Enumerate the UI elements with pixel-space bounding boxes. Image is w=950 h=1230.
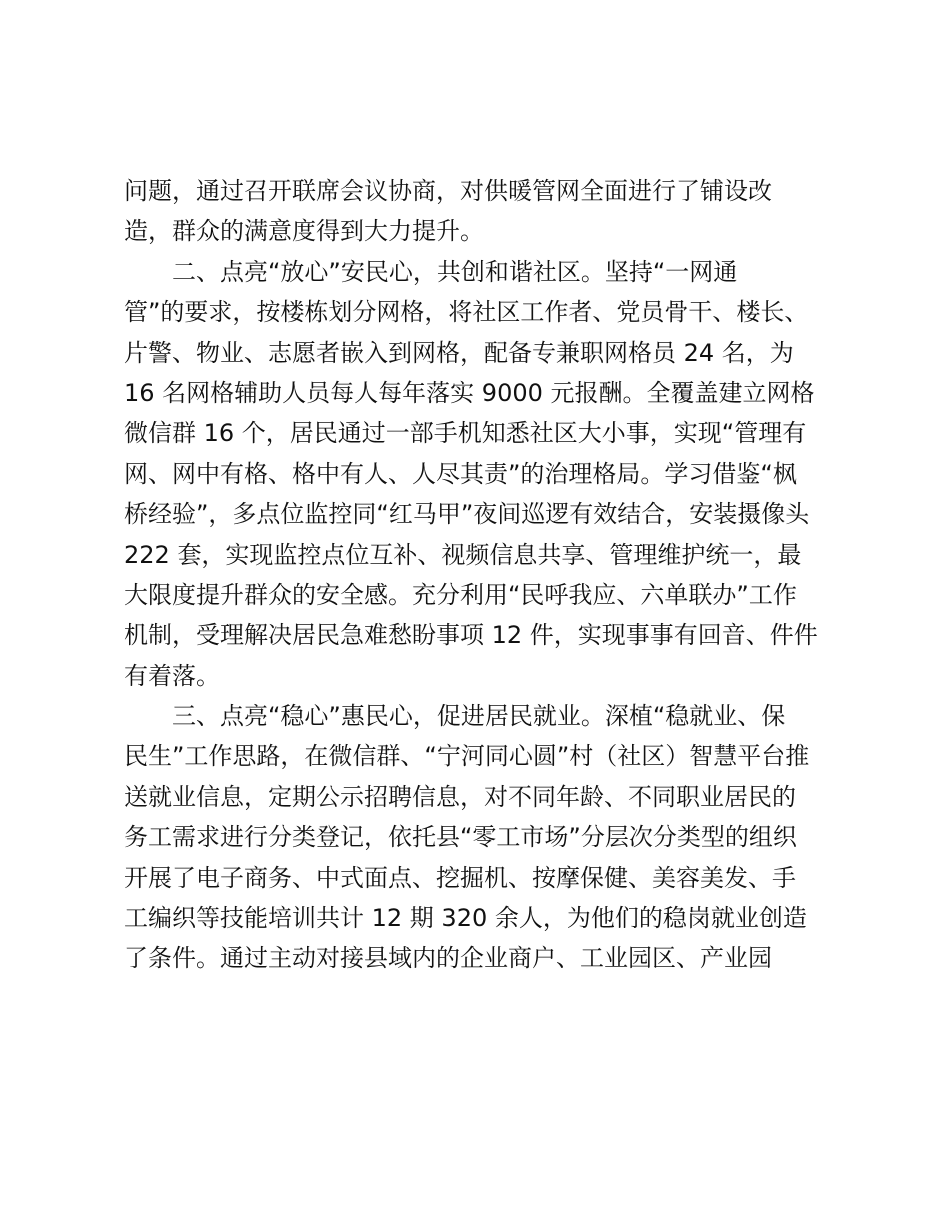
text-line: 管”的要求，按楼栋划分网格，将社区工作者、党员骨干、楼长、 — [124, 298, 809, 327]
text-line: 问题，通过召开联席会议协商，对供暖管网全面进行了铺设改 — [124, 177, 772, 205]
text-line: 了条件。通过主动对接县域内的企业商户、工业园区、产业园 — [124, 944, 772, 973]
text-line: 送就业信息，定期公示招聘信息，对不同年龄、不同职业居民的 — [124, 782, 796, 811]
text-line: 大限度提升群众的安全感。充分利用“民呼我应、六单联办”工作 — [124, 580, 797, 609]
text-line: 222 套，实现监控点位互补、视频信息共享、管理维护统一，最 — [124, 540, 802, 569]
text-line: 造，群众的满意度得到大力提升。 — [124, 217, 484, 246]
text-line: 16 名网格辅助人员每人每年落实 9000 元报酬。全覆盖建立网格 — [124, 378, 815, 407]
section-heading-line: 三、点亮“稳心”惠民心，促进居民就业。深植“稳就业、保 — [172, 702, 786, 731]
text-line: 开展了电子商务、中式面点、挖掘机、按摩保健、美容美发、手 — [124, 863, 796, 892]
text-line: 网、网中有格、格中有人、人尽其责”的治理格局。学习借鉴“枫 — [124, 459, 797, 488]
section-heading-line: 二、点亮“放心”安民心，共创和谐社区。坚持“一网通 — [172, 257, 738, 286]
text-line: 机制，受理解决居民急难愁盼事项 12 件，实现事事有回音、件件 — [124, 621, 818, 650]
text-line: 片警、物业、志愿者嵌入到网格，配备专兼职网格员 24 名，为 — [124, 338, 794, 367]
text-line: 有着落。 — [124, 661, 220, 690]
text-line: 微信群 16 个，居民通过一部手机知悉社区大小事，实现“管理有 — [124, 419, 807, 448]
text-line: 务工需求进行分类登记，依托县“零工市场”分层次分类型的组织 — [124, 823, 797, 852]
body-text — [124, 171, 839, 979]
text-line: 工编织等技能培训共计 12 期 320 余人，为他们的稳岗就业创造 — [124, 904, 807, 933]
text-line: 桥经验”，多点位监控同“红马甲”夜间巡逻有效结合，安装摄像头 — [124, 500, 810, 529]
text-line: 民生”工作思路，在微信群、“宁河同心圆”村（社区）智慧平台推 — [124, 742, 810, 771]
